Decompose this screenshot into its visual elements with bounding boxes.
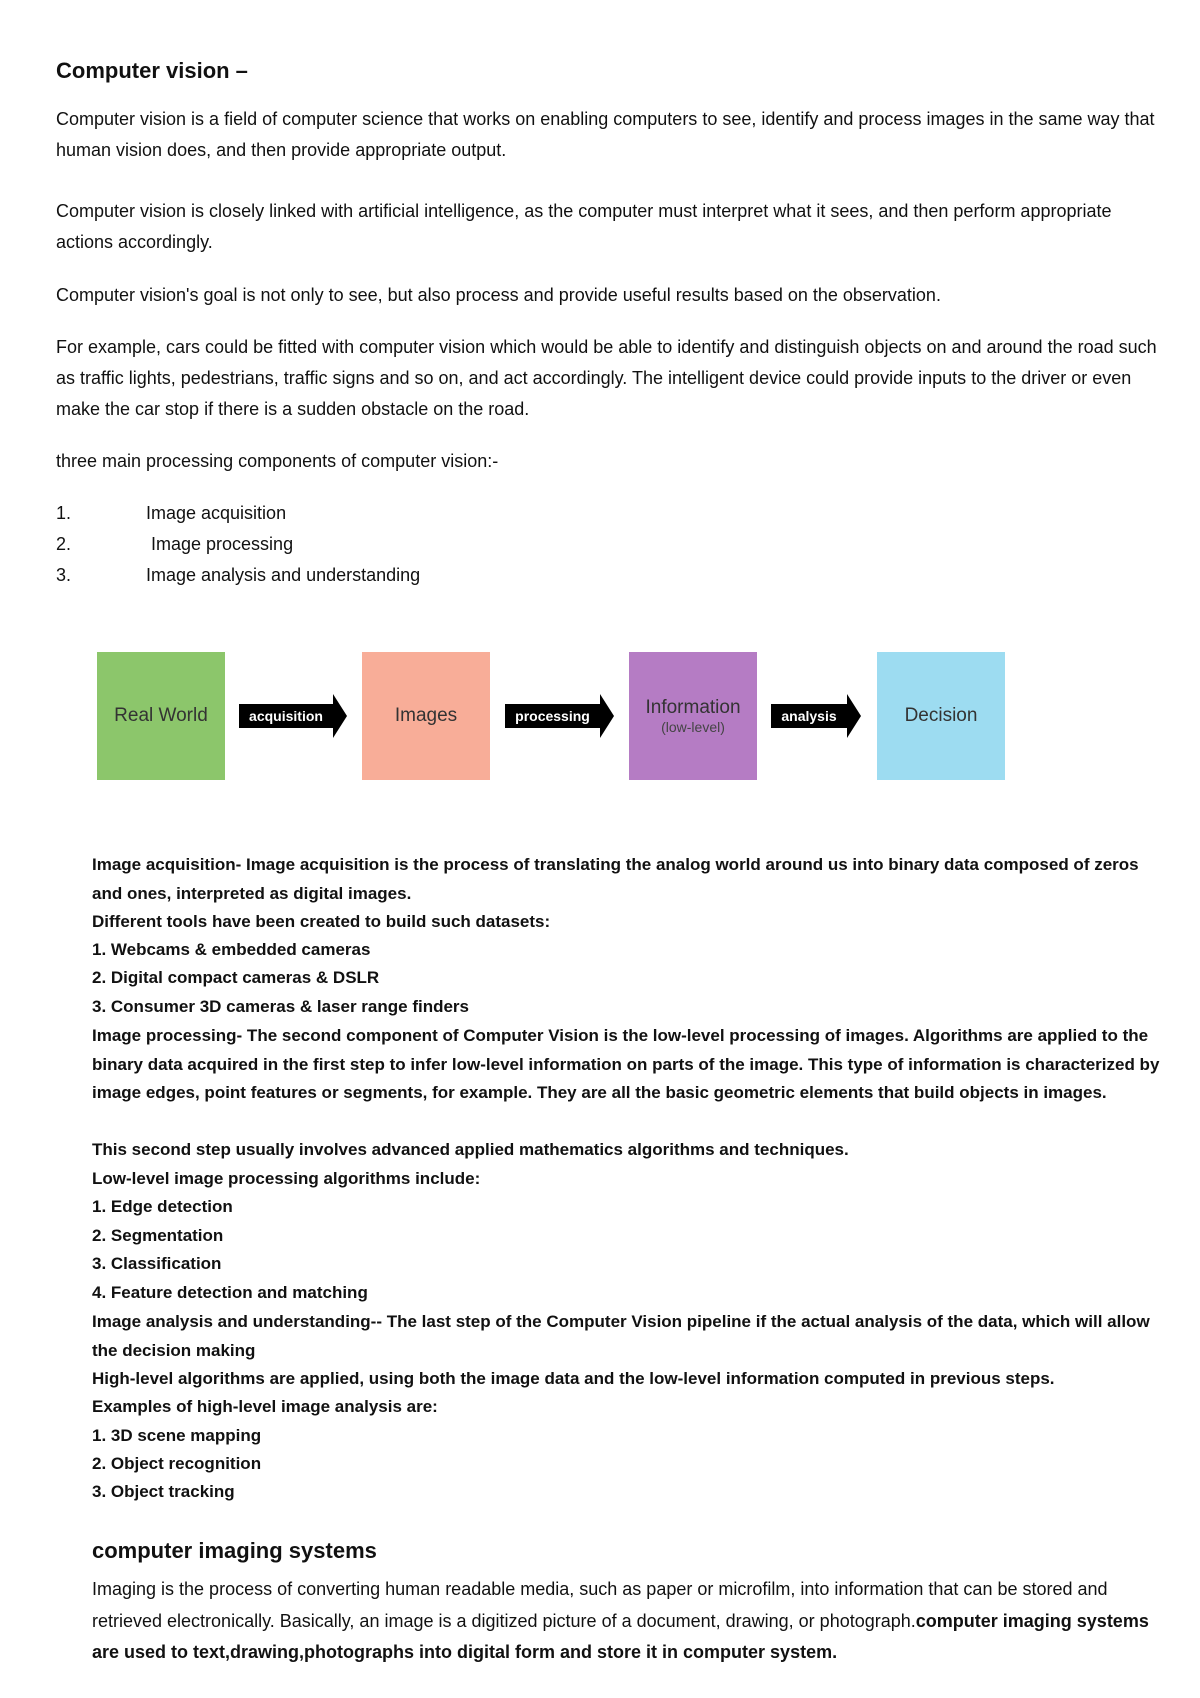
analysis-definition: Image analysis and understanding-- The last step of the Computer Vision pipeline if the actual analysis of the data, which will allow the decision making [92,1312,1150,1360]
list-label: Image acquisition [146,503,287,523]
list-item [56,529,293,560]
list-item: 1. Edge detection [92,1197,233,1216]
section-heading: computer imaging systems [92,1538,377,1563]
processing-note: This second step usually involves advanced applied mathematics algorithms and techniques. [92,1140,849,1159]
list-item: 2. Digital compact cameras & DSLR [92,968,380,987]
diagram-arrow-processing [505,694,614,738]
list-item: 2. Segmentation [92,1226,224,1245]
diagram-box-images [362,652,490,780]
processing-definition: Image processing- The second component of Computer Vision is the low-level processing of images. Algorithms are applied to the binary data acquired in the first step to infer low-level information on parts of the image. This type of information is characterized by image edges, point features or segments, for example. They are all the basic geometric elements that build objects in images. [92,1026,1160,1102]
list-item: 2. Object recognition [92,1454,262,1473]
low-level-intro: Low-level image processing algorithms include: [92,1169,481,1188]
list-number: 1. [56,503,72,523]
list-item: 3. Classification [92,1254,222,1273]
intro-paragraph: Computer vision is a field of computer science that works on enabling computers to see, identify and process images in the same way that human vision does, and then provide appropriate output. [56,109,1155,160]
arrow-head-icon [847,694,861,738]
list-item: 3. Consumer 3D cameras & laser range finders [92,997,469,1016]
imaging-text: Imaging is the process of converting human readable media, such as paper or microfilm, into information that can be stored and retrieved electronically. Basically, an image is a digitized picture of a document, drawing, or photograph. [92,1579,1108,1631]
list-item: 1. Webcams & embedded cameras [92,940,371,959]
goal-paragraph: Computer vision's goal is not only to see, but also process and provide useful results based on the observation. [56,285,941,305]
components-intro: three main processing components of computer vision:- [56,451,499,471]
high-level-note: High-level algorithms are applied, using both the image data and the low-level information computed in previous steps. [92,1369,1055,1388]
arrow-head-icon [600,694,614,738]
list-item: 1. 3D scene mapping [92,1426,262,1445]
imaging-text-bold: computer imaging systems are used to text,drawing,photographs into digital form and store it in computer system. [92,1610,1149,1662]
page-title: Computer vision – [56,58,248,83]
high-level-intro: Examples of high-level image analysis are: [92,1397,438,1416]
diagram-box-real-world [97,652,225,780]
box-label: Real World [114,705,208,726]
list-number: 3. [56,565,72,585]
diagram-arrow-acquisition [239,694,347,738]
box-sublabel: (low-level) [661,719,725,735]
box-label: Decision [904,705,978,726]
arrow-label: acquisition [239,704,333,728]
box-label: Images [394,705,458,726]
list-item: 4. Feature detection and matching [92,1283,368,1302]
imaging-paragraph [92,1574,1172,1669]
tools-intro: Different tools have been created to build such datasets: [92,912,551,931]
diagram-arrow-analysis [771,694,861,738]
diagram-box-decision [877,652,1005,780]
list-number: 2. [56,534,72,554]
acquisition-definition: Image acquisition- Image acquisition is the process of translating the analog world around us into binary data composed of zeros and ones, interpreted as digital images. [92,855,1139,903]
ai-link-paragraph: Computer vision is closely linked with artificial intelligence, as the computer must interpret what it sees, and then perform appropriate actions accordingly. [56,201,1112,252]
example-paragraph: For example, cars could be fitted with computer vision which would be able to identify and distinguish objects on and around the road such as traffic lights, pedestrians, traffic signs and so on, and act accordingly. The intelligent device could provide inputs to the driver or even make the car stop if there is a sudden obstacle on the road. [56,337,1157,419]
list-item [56,498,286,529]
list-item: 3. Object tracking [92,1482,235,1501]
box-label: Information [645,697,741,718]
arrow-label: analysis [771,704,847,728]
list-label: Image analysis and understanding [146,565,421,585]
list-label: Image processing [146,534,294,554]
list-item [56,560,420,591]
arrow-label: processing [505,704,600,728]
arrow-head-icon [333,694,347,738]
diagram-box-information [629,652,757,780]
